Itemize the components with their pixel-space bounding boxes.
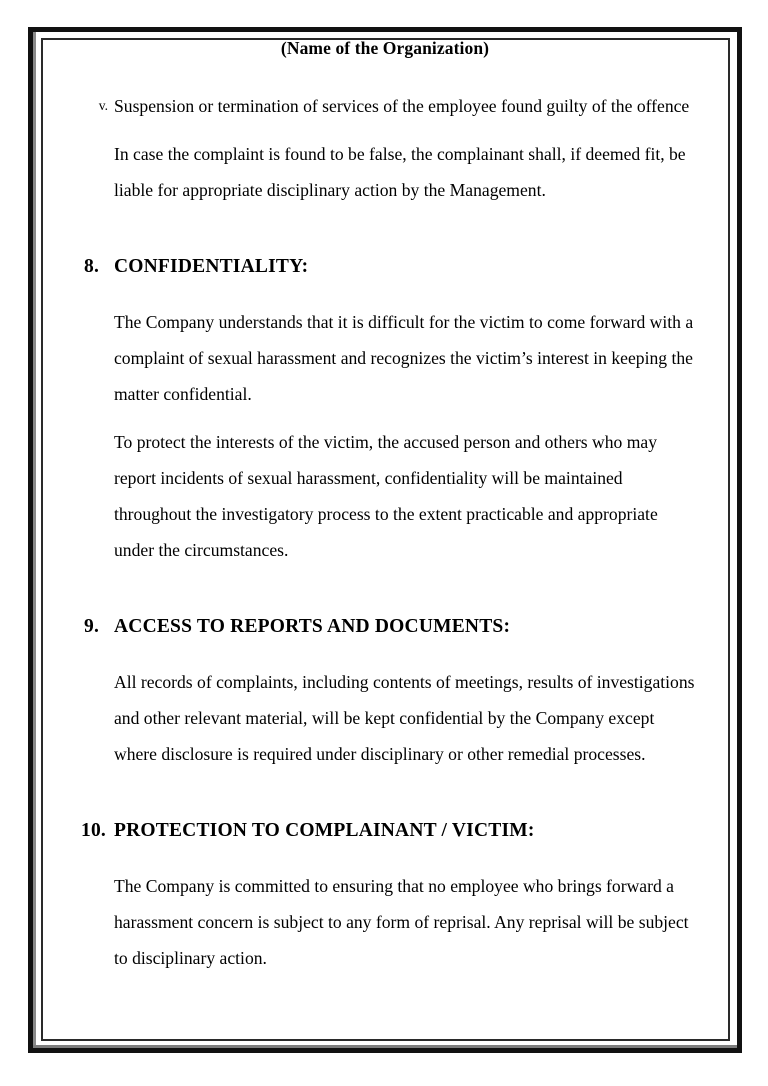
spacer (40, 642, 730, 664)
paragraph (40, 868, 730, 976)
section-title: ACCESS TO REPORTS AND DOCUMENTS: (114, 616, 511, 637)
section-title: CONFIDENTIALITY: (114, 256, 309, 277)
paragraph-text: To protect the interests of the victim, the accused person and others who may report incidents of sexual harassment, confidentiality will be maintained throughout the investigatory process to the extent practicable and appropriate under the circumstances. (114, 432, 658, 560)
list-item-text: Suspension or termination of services of the employee found guilty of the offence (114, 96, 690, 116)
spacer (40, 124, 730, 136)
list-item-marker: v. (98, 98, 108, 113)
spacer (40, 772, 730, 816)
paragraph (40, 304, 730, 412)
section-heading (40, 816, 730, 846)
section-number: 10. (81, 820, 106, 841)
list-item (40, 88, 730, 124)
spacer (40, 412, 730, 424)
organization-name-placeholder: (Name of the Organization) (280, 38, 490, 58)
section-confidentiality (40, 252, 730, 568)
paragraph-text: The Company understands that it is difficult for the victim to come forward with a complaint of sexual harassment and recognizes the victim’s interest in keeping the matter confidential. (114, 312, 694, 404)
section-access-to-reports (40, 612, 730, 772)
paragraph-false-complaint (40, 136, 730, 208)
section-heading (40, 252, 730, 282)
paragraph-text: In case the complaint is found to be false, the complainant shall, if deemed fit, be liable for appropriate disciplinary action by the Management. (114, 144, 686, 200)
paragraph-text: All records of complaints, including contents of meetings, results of investigations and other relevant material, will be kept confidential by the Company except where disclosure is required under disciplinary or other remedial processes. (114, 672, 695, 764)
spacer (40, 568, 730, 612)
section-number: 8. (84, 256, 100, 277)
page-content-area (40, 38, 730, 1040)
section-protection-to-complainant (40, 816, 730, 976)
paragraph (40, 664, 730, 772)
document-body (40, 88, 730, 976)
spacer (40, 208, 730, 252)
section-heading (40, 612, 730, 642)
spacer (40, 282, 730, 304)
paragraph-text: The Company is committed to ensuring that no employee who brings forward a harassment concern is subject to any form of reprisal. Any reprisal will be subject to disciplinary action. (114, 876, 689, 968)
page-border-bottom-shade (33, 1045, 737, 1048)
section-number: 9. (84, 616, 100, 637)
paragraph (40, 424, 730, 568)
spacer (40, 846, 730, 868)
document-header (40, 38, 730, 59)
section-title: PROTECTION TO COMPLAINANT / VICTIM: (114, 820, 535, 841)
page-border-left-shade (33, 32, 36, 1048)
